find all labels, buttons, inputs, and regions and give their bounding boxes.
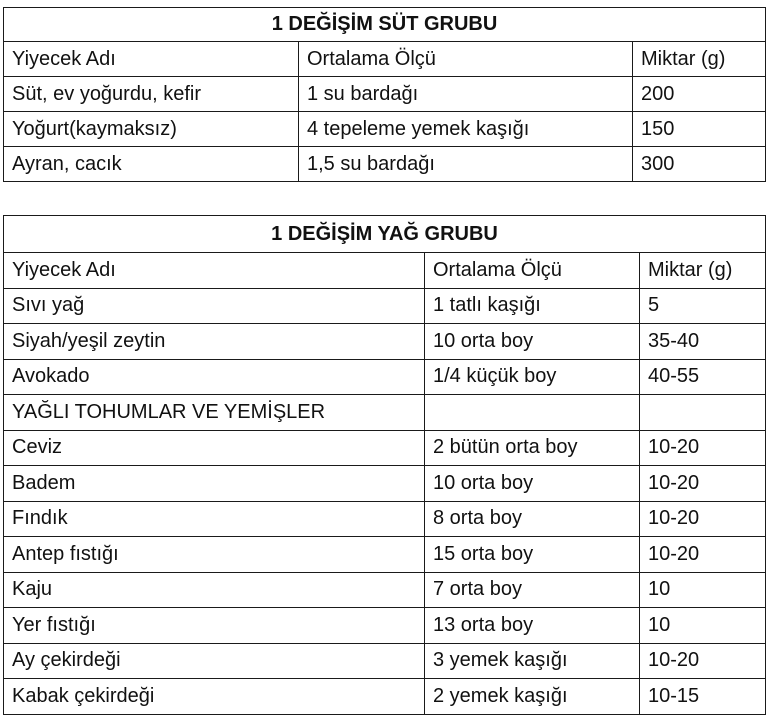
amount-cell: 10-20 [640, 430, 766, 466]
table-row [4, 643, 766, 679]
average-measure-cell: 1 tatlı kaşığı [425, 288, 640, 324]
amount-cell: 40-55 [640, 359, 766, 395]
table-row [4, 77, 766, 112]
column-header-food-name: Yiyecek Adı [4, 42, 299, 77]
food-name-cell: Kabak çekirdeği [4, 679, 425, 715]
average-measure-cell: 8 orta boy [425, 501, 640, 537]
amount-cell: 150 [633, 112, 766, 147]
column-header-food-name: Yiyecek Adı [4, 253, 425, 289]
food-name-cell: Fındık [4, 501, 425, 537]
column-header-amount: Miktar (g) [640, 253, 766, 289]
table-row [4, 537, 766, 573]
table-header-row [4, 42, 766, 77]
average-measure-cell: 2 bütün orta boy [425, 430, 640, 466]
amount-cell: 35-40 [640, 324, 766, 360]
table-row [4, 147, 766, 182]
table-row [4, 288, 766, 324]
food-name-cell: Yer fıstığı [4, 608, 425, 644]
food-name-cell: Ay çekirdeği [4, 643, 425, 679]
table-row [4, 608, 766, 644]
fat-group-table [3, 215, 766, 715]
average-measure-cell: 4 tepeleme yemek kaşığı [299, 112, 633, 147]
amount-cell: 10-15 [640, 679, 766, 715]
milk-group-table [3, 7, 766, 182]
food-name-cell: Avokado [4, 359, 425, 395]
food-name-cell: Badem [4, 466, 425, 502]
table-title-row [4, 216, 766, 253]
table-row [4, 466, 766, 502]
amount-cell: 300 [633, 147, 766, 182]
table-header-row [4, 253, 766, 289]
amount-cell: 200 [633, 77, 766, 112]
average-measure-cell: 3 yemek kaşığı [425, 643, 640, 679]
amount-cell: 10-20 [640, 501, 766, 537]
table-row [4, 501, 766, 537]
fat-group-title: 1 DEĞİŞİM YAĞ GRUBU [4, 216, 766, 253]
food-name-cell: Ayran, cacık [4, 147, 299, 182]
food-name-cell: Sıvı yağ [4, 288, 425, 324]
milk-group-title: 1 DEĞİŞİM SÜT GRUBU [4, 8, 766, 42]
table-row [4, 395, 766, 431]
column-header-average-measure: Ortalama Ölçü [299, 42, 633, 77]
amount-cell: 10 [640, 572, 766, 608]
amount-cell [640, 395, 766, 431]
amount-cell: 10 [640, 608, 766, 644]
table-title-row [4, 8, 766, 42]
food-name-cell: Ceviz [4, 430, 425, 466]
amount-cell: 5 [640, 288, 766, 324]
column-header-average-measure: Ortalama Ölçü [425, 253, 640, 289]
table-row [4, 679, 766, 715]
amount-cell: 10-20 [640, 466, 766, 502]
average-measure-cell: 13 orta boy [425, 608, 640, 644]
table-row [4, 572, 766, 608]
food-name-cell: Siyah/yeşil zeytin [4, 324, 425, 360]
amount-cell: 10-20 [640, 643, 766, 679]
column-header-amount: Miktar (g) [633, 42, 766, 77]
food-name-cell: Antep fıstığı [4, 537, 425, 573]
average-measure-cell: 10 orta boy [425, 324, 640, 360]
average-measure-cell: 1 su bardağı [299, 77, 633, 112]
food-name-cell: Süt, ev yoğurdu, kefir [4, 77, 299, 112]
average-measure-cell: 15 orta boy [425, 537, 640, 573]
average-measure-cell: 1,5 su bardağı [299, 147, 633, 182]
table-row [4, 430, 766, 466]
amount-cell: 10-20 [640, 537, 766, 573]
subgroup-heading-cell: YAĞLI TOHUMLAR VE YEMİŞLER [4, 395, 425, 431]
food-name-cell: Yoğurt(kaymaksız) [4, 112, 299, 147]
table-row [4, 324, 766, 360]
average-measure-cell: 10 orta boy [425, 466, 640, 502]
table-row [4, 112, 766, 147]
average-measure-cell: 1/4 küçük boy [425, 359, 640, 395]
food-name-cell: Kaju [4, 572, 425, 608]
average-measure-cell: 2 yemek kaşığı [425, 679, 640, 715]
table-row [4, 359, 766, 395]
average-measure-cell [425, 395, 640, 431]
average-measure-cell: 7 orta boy [425, 572, 640, 608]
